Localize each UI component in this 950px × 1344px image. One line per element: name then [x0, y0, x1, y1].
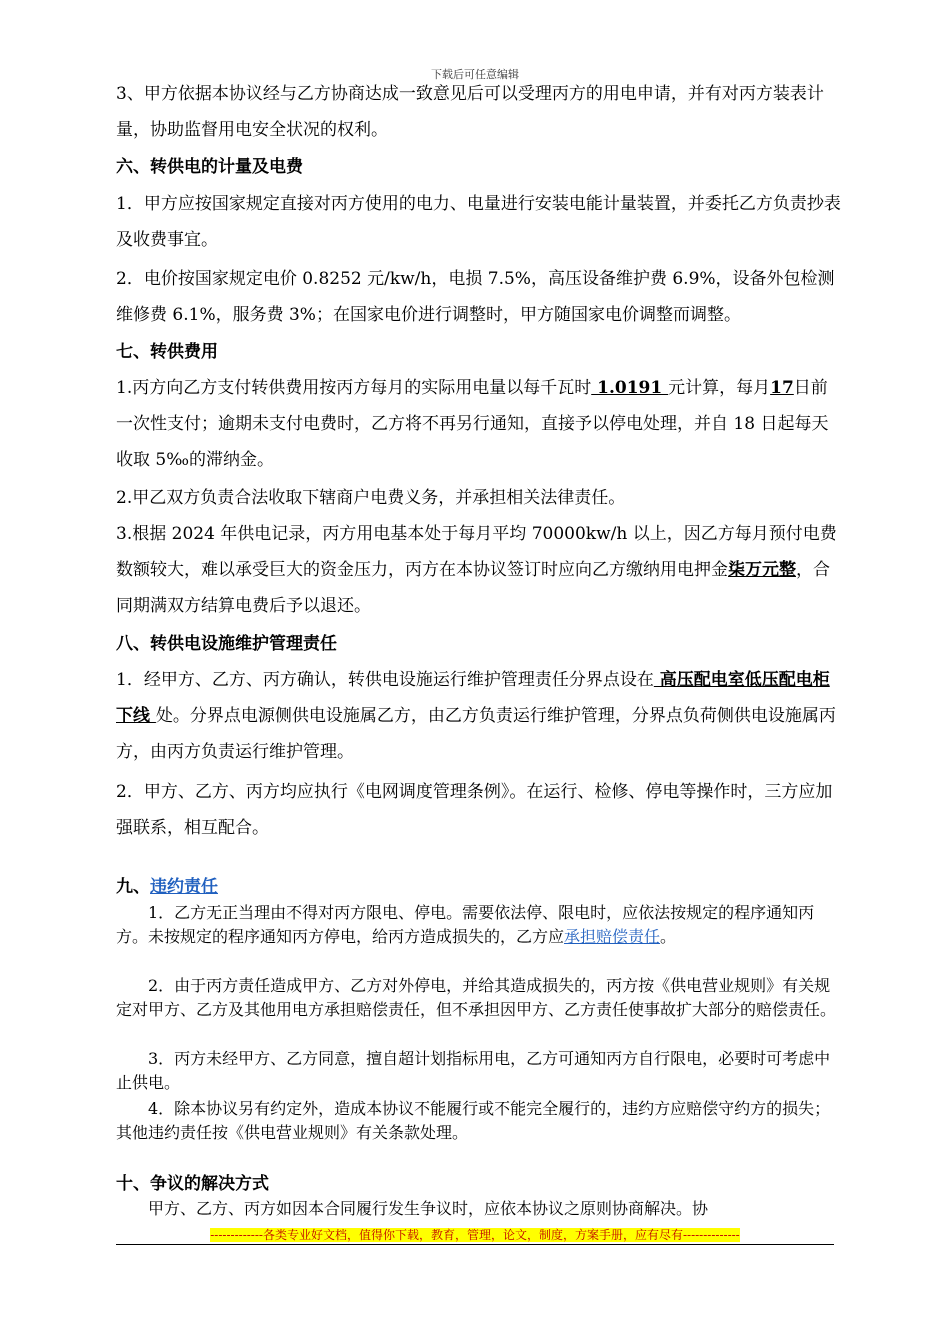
- clause-text: 1.丙方向乙方支付转供费用按丙方每月的实际用电量以每千瓦时: [116, 378, 592, 398]
- boundary-point-value: 高压配电室低压配电柜下线: [116, 670, 830, 726]
- clause-text: 。: [660, 927, 677, 946]
- section-10-heading: 十、争议的解决方式: [116, 1174, 269, 1194]
- payment-day-value: 17: [770, 378, 794, 398]
- clause-text: ，合同期满双方结算电费后予以退还。: [116, 560, 830, 616]
- footer-banner: -------------各类专业好文档，值得你下载，教育，管理，论文，制度，方案手册，应有尽有--------------: [210, 1228, 740, 1242]
- section-9-heading: [116, 874, 841, 900]
- section-8-clause-1: [116, 662, 841, 770]
- footer-divider: [116, 1244, 834, 1245]
- breach-liability-link[interactable]: 违约责任: [150, 877, 218, 897]
- section-6-clause-1: 1．甲方应按国家规定直接对丙方使用的电力、电量进行安装电能计量装置，并委托乙方负责抄表及收费事宜。: [116, 194, 841, 250]
- clause-3-paragraph: 3、甲方依据本协议经与乙方协商达成一致意见后可以受理丙方的用电申请，并有对丙方装表计量，协助监督用电安全状况的权利。: [116, 84, 824, 140]
- page-footer: [116, 1227, 834, 1243]
- section-9-clause-2: 2．由于丙方责任造成甲方、乙方对外停电，并给其造成损失的，丙方按《供电营业规则》有关规定对甲方、乙方及其他用电方承担赔偿责任，但不承担因甲方、乙方责任使事故扩大部分的赔偿责任。: [116, 976, 837, 1019]
- clause-text: 日前一次性支付；逾期未支付电费时，乙方将不再另行通知，直接予以停电处理，并自 18 日起每天收取 5‰的滞纳金。: [116, 378, 829, 470]
- clause-text: 1．乙方无正当理由不得对丙方限电、停电。需要依法停、限电时，应依法按规定的程序通知丙方。未按规定的程序通知丙方停电，给丙方造成损失的，乙方应: [116, 903, 815, 946]
- section-8-clause-2: 2．甲方、乙方、丙方均应执行《电网调度管理条例》。在运行、检修、停电等操作时，三方应加强联系，相互配合。: [116, 782, 833, 838]
- clause-text: 元计算，每月: [668, 378, 771, 398]
- page-header: 下载后可任意编辑: [431, 68, 519, 81]
- clause-text: 处。分界点电源侧供电设施属乙方，由乙方负责运行维护管理，分界点负荷侧供电设施属丙方，由丙方负责运行维护管理。: [116, 706, 836, 762]
- section-9-clause-4: 4．除本协议另有约定外，造成本协议不能履行或不能完全履行的，违约方应赔偿守约方的损失；其他违约责任按《供电营业规则》有关条款处理。: [116, 1099, 831, 1142]
- section-7-clause-3: [116, 516, 841, 624]
- heading-prefix: 九、: [116, 877, 150, 897]
- section-9-clause-3: 3．丙方未经甲方、乙方同意，擅自超计划指标用电，乙方可通知丙方自行限电，必要时可考虑中止供电。: [116, 1049, 831, 1092]
- section-8-heading: 八、转供电设施维护管理责任: [116, 634, 337, 654]
- section-6-heading: 六、转供电的计量及电费: [116, 157, 303, 177]
- section-7-clause-1: [116, 370, 841, 478]
- unit-price-value: 1.0191: [591, 378, 669, 398]
- section-10-clause-1: 甲方、乙方、丙方如因本合同履行发生争议时，应依本协议之原则协商解决。协: [148, 1199, 709, 1218]
- compensation-link[interactable]: 承担赔偿责任: [564, 927, 661, 946]
- section-7-clause-2: 2.甲乙双方负责合法收取下辖商户电费义务，并承担相关法律责任。: [116, 488, 626, 508]
- section-7-heading: 七、转供费用: [116, 342, 218, 362]
- section-6-clause-2: 2．电价按国家规定电价 0.8252 元/kw/h，电损 7.5%，高压设备维护费 6.9%，设备外包检测维修费 6.1%，服务费 3%；在国家电价进行调整时，甲方随国家电价调整而调整。: [116, 269, 835, 325]
- section-9-clause-1: [116, 901, 841, 949]
- clause-text: 1．经甲方、乙方、丙方确认，转供电设施运行维护管理责任分界点设在: [116, 670, 654, 690]
- deposit-amount-value: 柒万元整: [728, 560, 796, 580]
- clause-text: 3.根据 2024 年供电记录，丙方用电基本处于每月平均 70000kw/h 以上，因乙方每月预付电费数额较大，难以承受巨大的资金压力，丙方在本协议签订时应向乙方缴纳用电押金: [116, 524, 837, 580]
